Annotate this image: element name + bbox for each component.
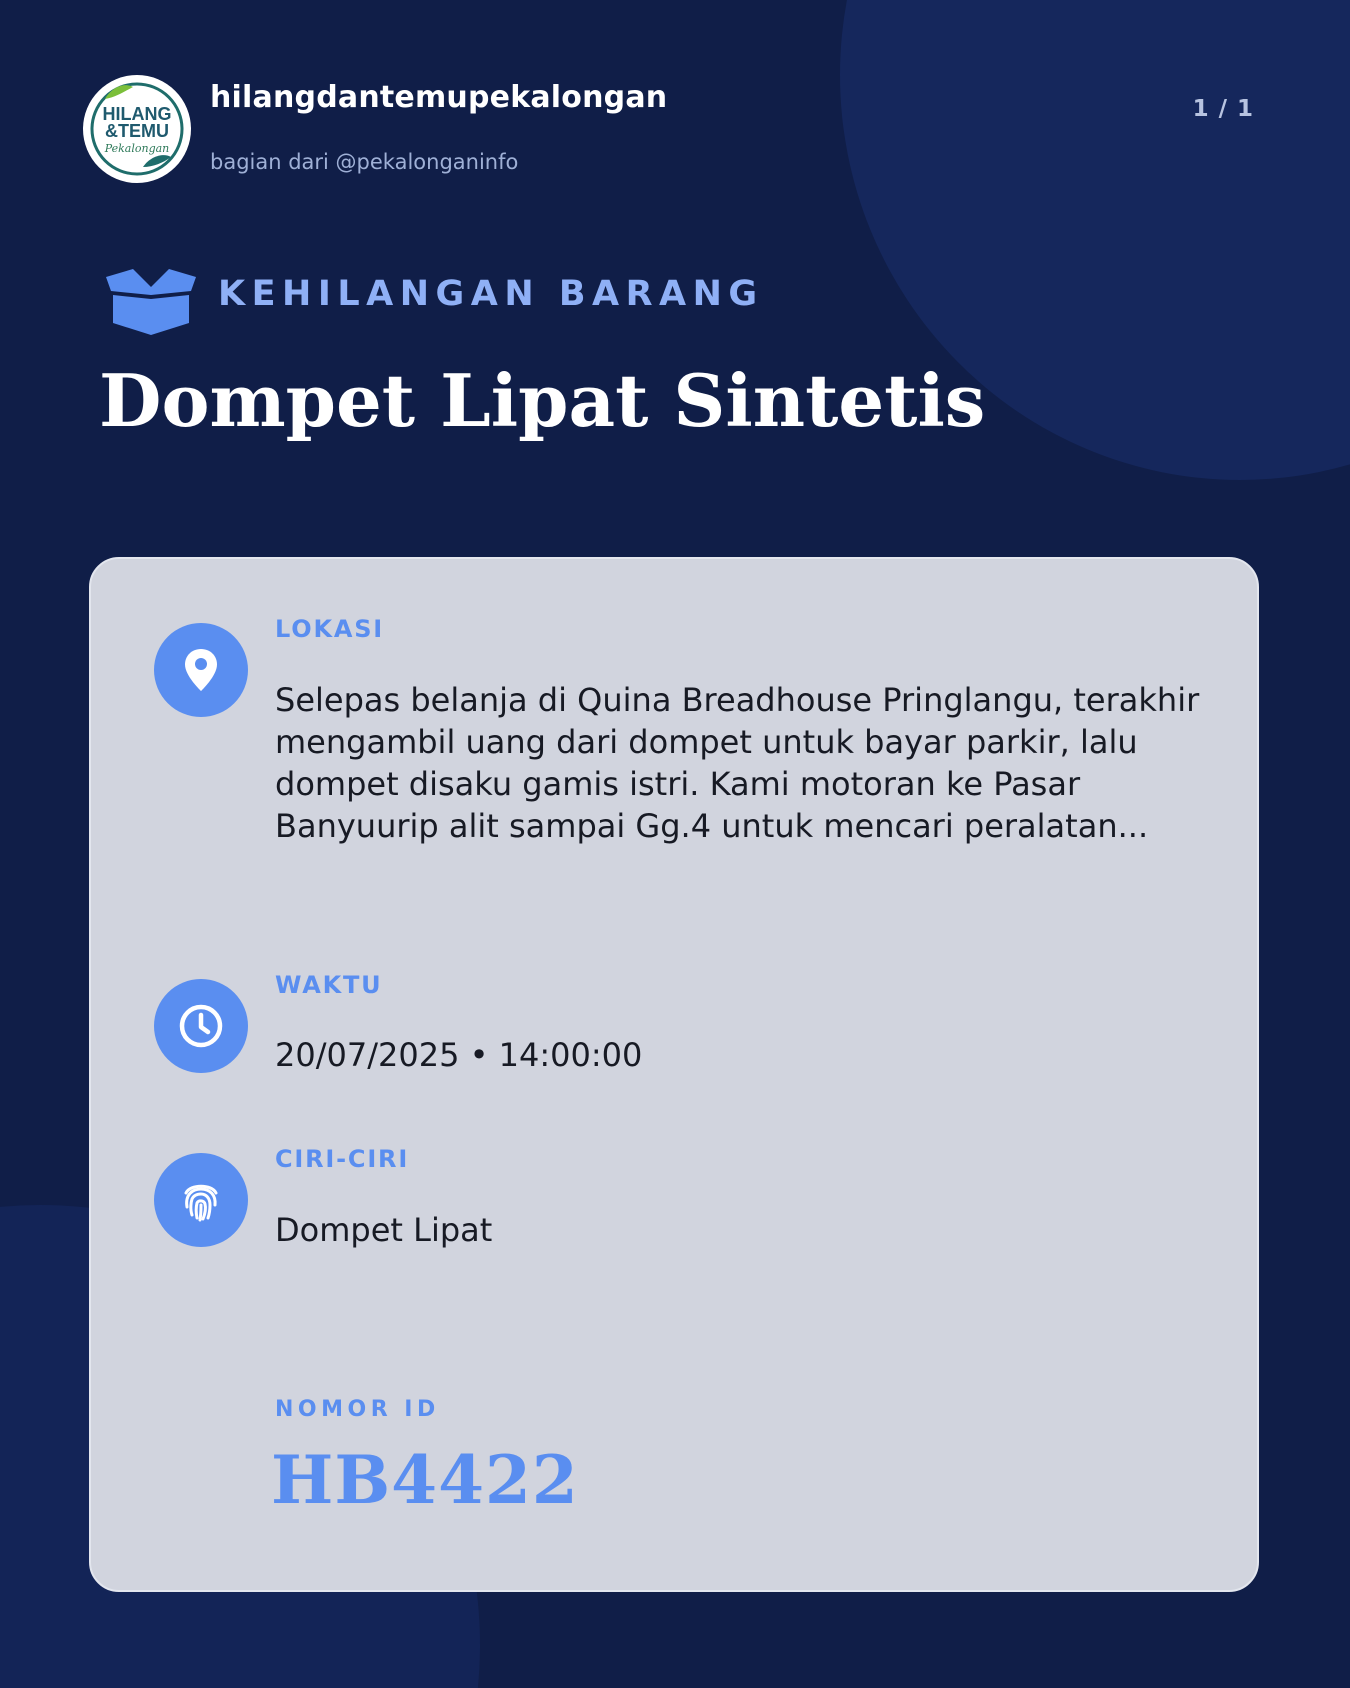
logo-text-line2: &TEMU bbox=[105, 121, 169, 141]
logo-badge-icon bbox=[83, 75, 191, 183]
fingerprint-icon bbox=[154, 1153, 248, 1247]
page-indicator: 1 / 1 bbox=[1192, 96, 1254, 122]
id-value: HB4422 bbox=[271, 1441, 579, 1519]
map-pin-icon bbox=[154, 623, 248, 717]
time-label: WAKTU bbox=[275, 971, 383, 999]
open-box-icon bbox=[103, 265, 199, 341]
id-label: NOMOR ID bbox=[275, 1397, 440, 1422]
logo-text-line3: Pekalongan bbox=[104, 142, 170, 155]
account-logo[interactable] bbox=[83, 75, 191, 183]
time-value: 20/07/2025 • 14:00:00 bbox=[275, 1036, 643, 1074]
account-name[interactable]: hilangdantemupekalongan bbox=[210, 80, 668, 115]
account-subtitle: bagian dari @pekalonganinfo bbox=[210, 150, 519, 174]
location-label: LOKASI bbox=[275, 615, 385, 643]
logo-text-line1: HILANG bbox=[102, 104, 172, 124]
post-title: Dompet Lipat Sintetis bbox=[99, 358, 986, 443]
features-label: CIRI-CIRI bbox=[275, 1145, 410, 1173]
location-value: Selepas belanja di Quina Breadhouse Pringlangu, terakhir mengambil uang dari dompet untuk bayar parkir, lalu dompet disaku gamis istri. Kami motoran ke Pasar Banyuurip alit sampai Gg.4 untuk mencari peralatan... bbox=[275, 681, 1200, 845]
clock-icon bbox=[154, 979, 248, 1073]
details-card bbox=[89, 557, 1259, 1592]
category-label: KEHILANGAN BARANG bbox=[218, 274, 764, 314]
features-value: Dompet Lipat bbox=[275, 1211, 493, 1249]
